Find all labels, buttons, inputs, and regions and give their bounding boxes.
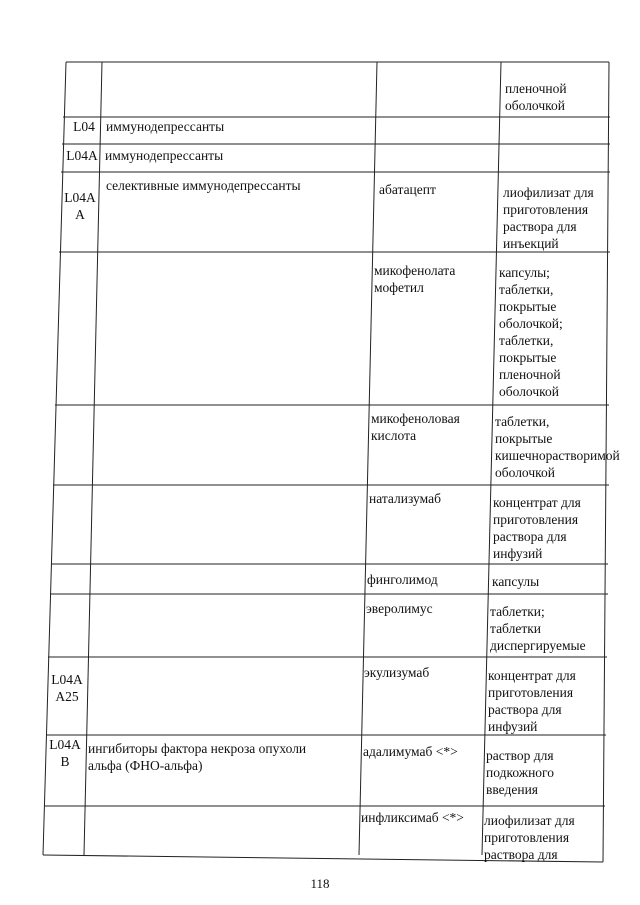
group-cell: селективные иммунодепрессанты bbox=[106, 178, 301, 193]
form-cell: таблетки; таблетки диспергируемые bbox=[490, 604, 586, 653]
code-cell: L04A A25 bbox=[51, 672, 83, 704]
group-cell: ингибиторы фактора некроза опухоли альфа (ФНО-альфа) bbox=[88, 741, 307, 773]
substance-cell: натализумаб bbox=[369, 491, 441, 506]
page-number: 118 bbox=[310, 876, 330, 891]
form-cell: лиофилизат для приготовления раствора для инъекций bbox=[503, 185, 594, 251]
code-cell: L04 bbox=[73, 119, 95, 134]
form-cell: таблетки, покрытые кишечнорастворимой оболочкой bbox=[495, 414, 620, 480]
form-cell: концентрат для приготовления раствора для инфузий bbox=[493, 495, 581, 561]
form-cell: пленочной оболочкой bbox=[505, 81, 567, 113]
substance-cell: микофеноловая кислота bbox=[371, 411, 460, 443]
group-cell: иммунодепрессанты bbox=[106, 119, 225, 134]
code-cell: L04A B bbox=[49, 737, 81, 769]
code-cell: L04A bbox=[66, 148, 98, 163]
form-cell: капсулы bbox=[492, 574, 540, 589]
form-cell: раствор для подкожного введения bbox=[486, 748, 554, 797]
column-divider-1 bbox=[84, 62, 102, 855]
group-cell: иммунодепрессанты bbox=[105, 148, 224, 163]
substance-cell: экулизумаб bbox=[364, 665, 430, 680]
code-cell: L04A A bbox=[64, 190, 96, 222]
substance-cell: финголимод bbox=[367, 572, 438, 587]
substance-cell: абатацепт bbox=[379, 182, 436, 197]
form-cell: лиофилизат для приготовления раствора для bbox=[484, 813, 575, 862]
form-cell: капсулы; таблетки, покрытые оболочкой; таблетки, покрытые пленочной оболочкой bbox=[499, 265, 563, 399]
substance-cell: инфликсимаб <*> bbox=[361, 810, 464, 825]
substance-cell: эверолимус bbox=[366, 601, 433, 616]
substance-cell: адалимумаб <*> bbox=[363, 744, 458, 759]
substance-cell: микофенолата мофетил bbox=[374, 263, 456, 295]
form-cell: концентрат для приготовления раствора для инфузий bbox=[488, 668, 576, 734]
